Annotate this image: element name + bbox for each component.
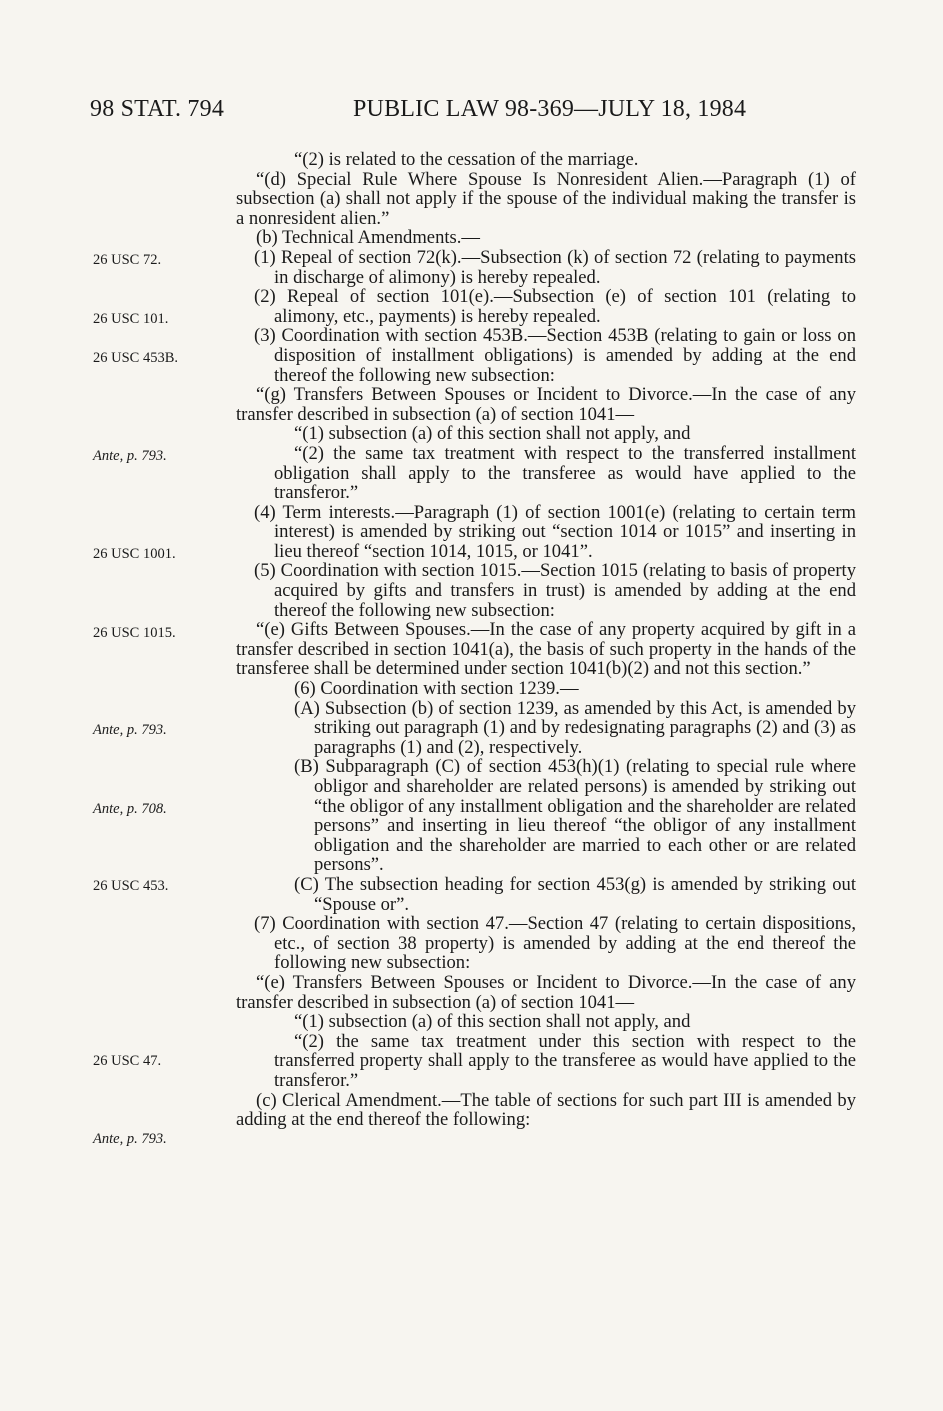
paragraph: “(1) subsection (a) of this section shall not apply, and: [294, 423, 691, 445]
paragraph: “(2) the same tax treatment with respect to the transferred installment obligation shall apply to the transferee as would have applied to the transferor.”: [274, 442, 856, 504]
margin-citation: 26 USC 453.: [93, 878, 169, 894]
margin-citation: Ante, p. 793.: [93, 722, 167, 738]
margin-citation: 26 USC 72.: [93, 252, 162, 268]
paragraph: (c) Clerical Amendment.—The table of sections for such part III is amended by adding at the end thereof the following:: [236, 1089, 856, 1131]
paragraph: (b) Technical Amendments.—: [256, 227, 481, 249]
paragraph: (4) Term interests.—Paragraph (1) of section 1001(e) (relating to certain term interest) is amended by striking out “section 1014 or 1015” and inserting in lieu thereof “section 1014, 1015, or 1041”.: [254, 501, 856, 562]
paragraph: “(2) is related to the cessation of the marriage.: [294, 149, 639, 170]
margin-citation: 26 USC 47.: [93, 1053, 162, 1069]
paragraph: (2) Repeal of section 101(e).—Subsection (e) of section 101 (relating to alimony, etc., payments) is hereby repealed.: [254, 286, 856, 327]
paragraph: (6) Coordination with section 1239.—: [294, 678, 579, 700]
margin-citation: Ante, p. 793.: [93, 448, 167, 464]
page-number-header: 98 STAT. 794: [90, 96, 225, 122]
paragraph: (3) Coordination with section 453B.—Section 453B (relating to gain or loss on disposition of installment obligations) is amended by adding at the end thereof the following new subsection:: [254, 325, 856, 386]
running-title-header: PUBLIC LAW 98-369—JULY 18, 1984: [353, 96, 747, 122]
margin-citation: 26 USC 101.: [93, 311, 169, 327]
paragraph: (C) The subsection heading for section 453(g) is amended by striking out “Spouse or”.: [294, 873, 856, 915]
margin-citation: Ante, p. 793.: [93, 1131, 167, 1147]
margin-citation: 26 USC 453B.: [93, 350, 179, 366]
paragraph: “(1) subsection (a) of this section shall not apply, and: [294, 1011, 691, 1033]
paragraph: “(2) the same tax treatment under this section with respect to the transferred property shall apply to the transferee as would have applied to the transferor.”: [274, 1030, 856, 1091]
margin-citation: Ante, p. 708.: [93, 801, 167, 817]
paragraph: (B) Subparagraph (C) of section 453(h)(1) (relating to special rule where obligor and shareholder are related persons) is amended by striking out “the obligor of any installment obligation and the shareholder are related persons” and inserting in lieu thereof “the obligor of any installment obligation and the shareholder are married to each other or are related persons”.: [294, 756, 856, 876]
paragraph: “(d) Special Rule Where Spouse Is Nonresident Alien.—Paragraph (1) of subsection (a) shall not apply if the spouse of the individual making the transfer is a nonresident alien.”: [236, 168, 856, 229]
paragraph: “(e) Gifts Between Spouses.—In the case of any property acquired by gift in a transfer described in section 1041(a), the basis of such property in the hands of the transferee shall be determined under section 1041(b)(2) and not this section.”: [236, 619, 856, 680]
paragraph: (1) Repeal of section 72(k).—Subsection (k) of section 72 (relating to payments in discharge of alimony) is hereby repealed.: [254, 246, 856, 288]
paragraph: (5) Coordination with section 1015.—Section 1015 (relating to basis of property acquired by gifts and transfers in trust) is amended by adding at the end thereof the following new subsection:: [254, 560, 856, 621]
paragraph: “(e) Transfers Between Spouses or Incident to Divorce.—In the case of any transfer described in subsection (a) of section 1041—: [236, 971, 856, 1013]
paragraph: “(g) Transfers Between Spouses or Incident to Divorce.—In the case of any transfer described in subsection (a) of section 1041—: [236, 384, 856, 425]
margin-citation: 26 USC 1001.: [93, 546, 176, 562]
paragraph: (7) Coordination with section 47.—Section 47 (relating to certain dispositions, etc., of section 38 property) is amended by adding at the end thereof the following new subsection:: [254, 913, 856, 974]
statute-body: [236, 150, 856, 1130]
paragraph: (A) Subsection (b) of section 1239, as amended by this Act, is amended by striking out paragraph (1) and by redesignating paragraphs (2) and (3) as paragraphs (1) and (2), respectively.: [294, 697, 856, 758]
margin-citation: 26 USC 1015.: [93, 625, 176, 641]
